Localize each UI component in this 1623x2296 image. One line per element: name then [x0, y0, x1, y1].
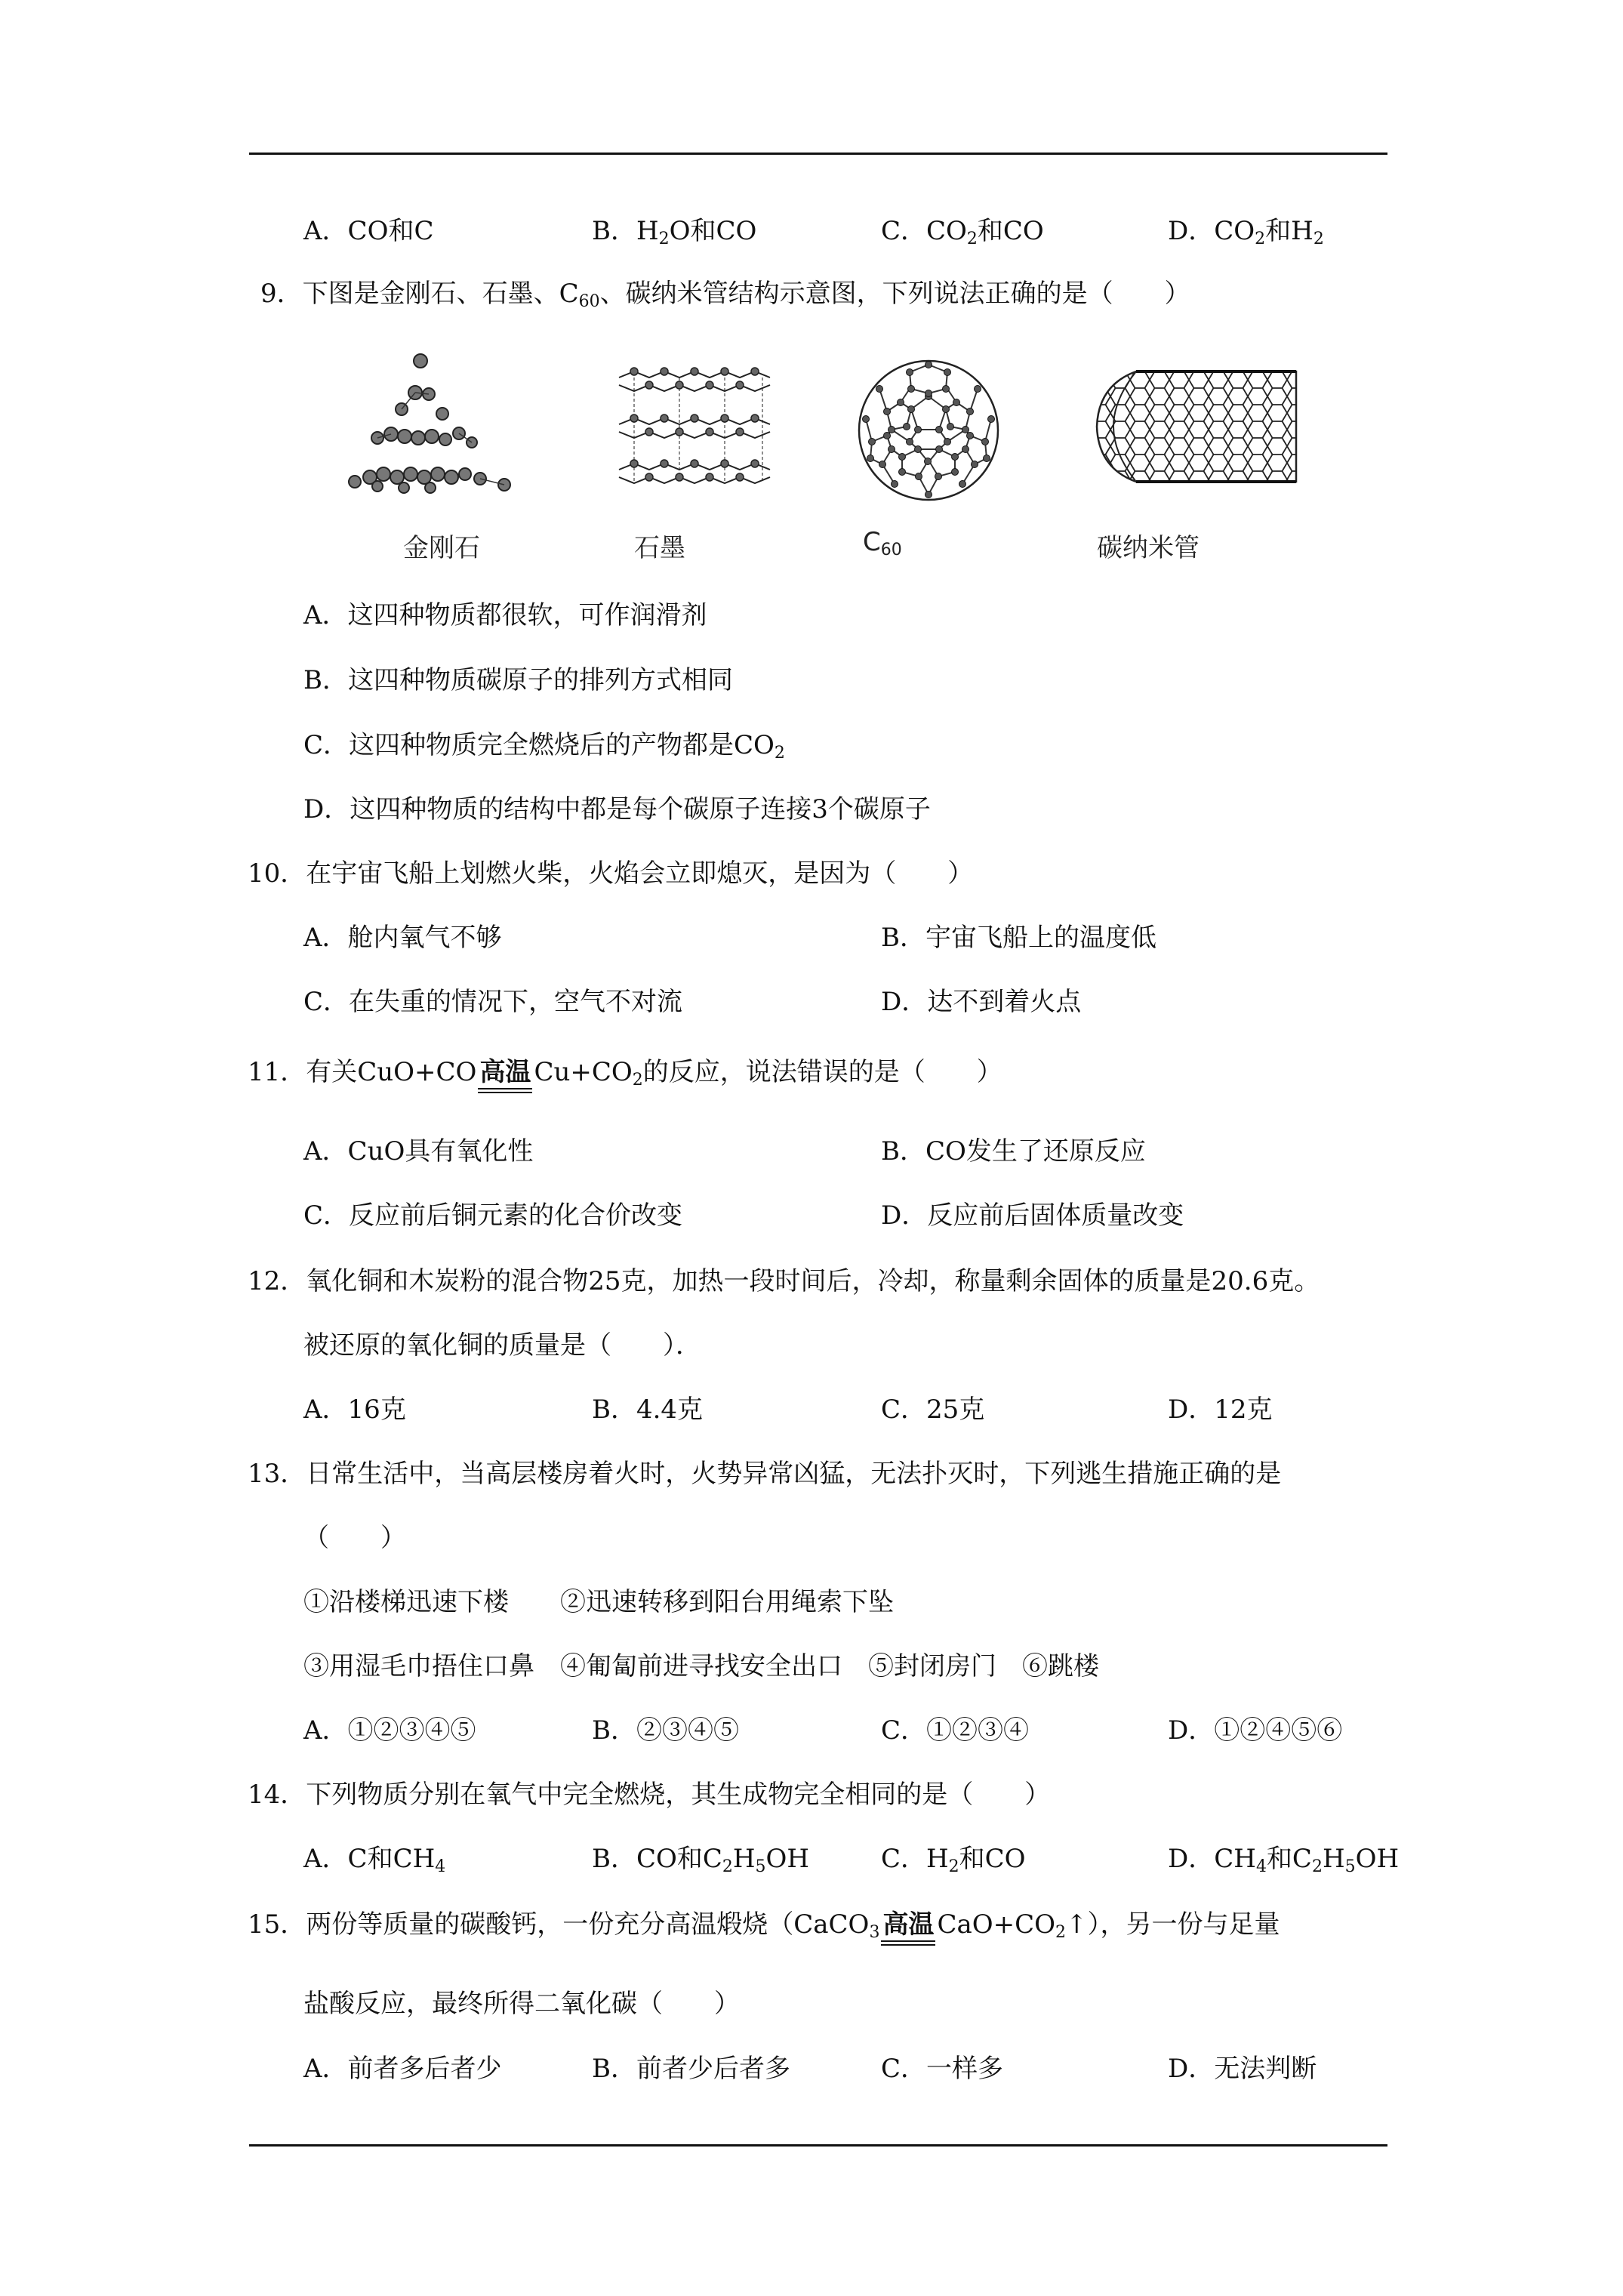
bottom-rule: [249, 2144, 1387, 2147]
q13-items-line2: ③用湿毛巾捂住口鼻 ④匍匐前进寻找安全出口 ⑤封闭房门 ⑥跳楼: [303, 1651, 1099, 1681]
c60-label: $C_{60}$: [863, 527, 902, 559]
q10-option-c: C．在失重的情况下，空气不对流: [303, 987, 683, 1017]
q12-option-b: B．4.4克: [592, 1395, 704, 1425]
q10-option-b: B．宇宙飞船上的温度低: [881, 923, 1156, 953]
q11-option-c: C．反应前后铜元素的化合价改变: [303, 1200, 683, 1231]
q13-stem-line1: 13．日常生活中，当高层楼房着火时，火势异常凶猛，无法扑灭时，下列逃生措施正确的是: [248, 1459, 1282, 1489]
q13-option-a: A．①②③④⑤: [303, 1715, 476, 1746]
q10-stem: 10．在宇宙飞船上划燃火柴，火焰会立即熄灭，是因为（ ）: [248, 858, 974, 889]
q8-option-a: A．CO和C: [303, 216, 434, 246]
q11-stem: 11．有关CuO+CO 高温 $Cu+CO_2$的反应，说法错误的是（ ）: [248, 1057, 1002, 1089]
q14-option-b: B．CO和$C_2H_5OH$: [592, 1844, 810, 1876]
q13-option-b: B．②③④⑤: [592, 1715, 739, 1746]
diamond-structure-figure: [332, 347, 521, 506]
q10-option-d: D．达不到着火点: [881, 987, 1082, 1017]
diamond-label: 金刚石: [403, 533, 480, 563]
q8-option-d: D．$CO_2$和$H_2$: [1168, 216, 1324, 248]
q14-option-c: C．$H_2$和CO: [881, 1844, 1026, 1876]
c60-structure-figure: [849, 351, 1008, 510]
q11-option-d: D．反应前后固体质量改变: [881, 1200, 1184, 1231]
nanotube-label: 碳纳米管: [1097, 533, 1200, 563]
reaction-condition-high-temp: 高温: [879, 1908, 937, 1941]
q15-option-a: A．前者多后者少: [303, 2054, 502, 2084]
q15-stem-line2: 盐酸反应，最终所得二氧化碳（ ）: [303, 1989, 740, 2019]
q12-stem-line2: 被还原的氧化铜的质量是（ ）．: [303, 1330, 701, 1361]
q9-option-b: B．这四种物质碳原子的排列方式相同: [303, 665, 733, 695]
top-rule: [249, 153, 1387, 155]
q8-option-b: B．$H_2O$和CO: [592, 216, 757, 248]
q15-option-b: B．前者少后者多: [592, 2054, 790, 2084]
q10-option-a: A．舱内氧气不够: [303, 923, 502, 953]
q9-option-a: A．这四种物质都很软，可作润滑剂: [303, 600, 707, 630]
q15-option-c: C．一样多: [881, 2054, 1004, 2084]
q9-option-d: D．这四种物质的结构中都是每个碳原子连接3个碳原子: [303, 794, 931, 824]
q14-option-d: D．$CH_4$和$C_2H_5OH$: [1168, 1844, 1400, 1876]
q9-stem: 9．下图是金刚石、石墨、$C_{60}$、碳纳米管结构示意图，下列说法正确的是（ ）: [260, 279, 1190, 311]
q12-option-a: A．16克: [303, 1395, 406, 1425]
q14-option-a: A．C和$CH_4$: [303, 1844, 446, 1876]
graphite-structure-figure: [604, 355, 785, 506]
q8-option-c: C．$CO_2$和CO: [881, 216, 1044, 248]
q13-option-d: D．①②④⑤⑥: [1168, 1715, 1343, 1746]
q14-stem: 14．下列物质分别在氧气中完全燃烧，其生成物完全相同的是（ ）: [248, 1780, 1051, 1810]
graphite-label: 石墨: [634, 533, 685, 563]
q12-option-c: C．25克: [881, 1395, 985, 1425]
q12-stem-line1: 12．氧化铜和木炭粉的混合物25克，加热一段时间后，冷却，称量剩余固体的质量是20.6克。: [248, 1266, 1320, 1296]
q13-stem-line2: （ ）: [303, 1523, 406, 1553]
q9-option-c: C．这四种物质完全燃烧后的产物都是$CO_2$: [303, 730, 785, 763]
nanotube-structure-figure: [1091, 355, 1302, 498]
q11-option-b: B．CO发生了还原反应: [881, 1136, 1146, 1166]
q12-option-d: D．12克: [1168, 1395, 1273, 1425]
q13-option-c: C．①②③④: [881, 1715, 1030, 1746]
q15-option-d: D．无法判断: [1168, 2054, 1317, 2084]
q13-items-line1: ①沿楼梯迅速下楼 ②迅速转移到阳台用绳索下坠: [303, 1587, 894, 1617]
reaction-condition-high-temp: 高温: [476, 1056, 534, 1089]
q15-stem-line1: 15．两份等质量的碳酸钙，一份充分高温煅烧（CaCO$_3$ 高温 $CaO+CO_2↑$），另一份与足量: [248, 1909, 1280, 1942]
q11-option-a: A．CuO具有氧化性: [303, 1136, 534, 1166]
